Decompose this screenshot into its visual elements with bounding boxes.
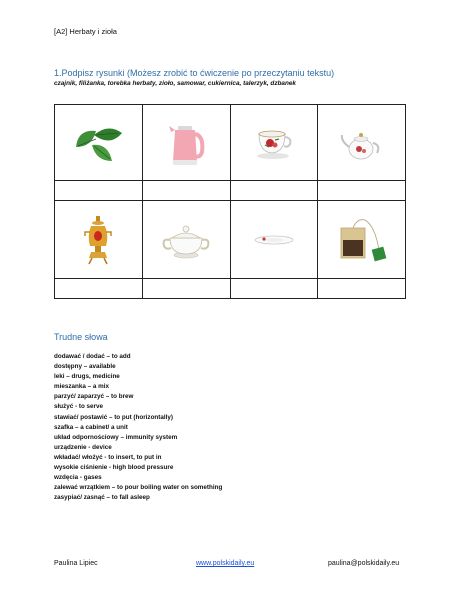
exercise-word-bank: czajnik, filiżanka, torebka herbaty, zioło, samowar, cukiernica, talerzyk, dzbanek [54,80,296,87]
picture-cell [55,201,143,279]
picture-cell [230,105,318,181]
vocab-item: zasypiać/ zasnąć – to fall asleep [54,494,150,502]
picture-cell [318,105,406,181]
answer-cell[interactable] [318,181,406,201]
exercise-heading: 1.Podpisz rysunki (Możesz zrobić to ćwiczenie po przeczytaniu tekstu) [54,68,335,78]
vocab-list [54,352,222,503]
answer-row [55,279,406,299]
sugar-bowl-icon [156,220,216,260]
samovar-icon [83,214,113,266]
answer-cell[interactable] [142,181,230,201]
saucer-icon [252,232,296,248]
picture-cell [318,201,406,279]
vocab-item: dostępny – available [54,363,116,371]
answer-cell[interactable] [55,181,143,201]
vocab-item: mieszanka – a mix [54,383,109,391]
picture-cell [142,201,230,279]
picture-cell [142,105,230,181]
picture-cell [55,105,143,181]
footer-email: paulina@polskidaily.eu [328,560,400,567]
vocab-item: stawiać/ postawić – to put (horizontally) [54,413,173,421]
teacup-icon [253,126,295,160]
vocab-item: szafka – a cabinet/ a unit [54,423,128,431]
leaves-icon [68,121,128,165]
answer-cell[interactable] [142,279,230,299]
vocab-item: wkładać/ włożyć - to insert, to put in [54,453,162,461]
teapot-icon [339,123,385,163]
picture-cell [230,201,318,279]
vocab-item: dodawać / dodać – to add [54,353,131,360]
answer-row [55,181,406,201]
vocab-item: parzyć/ zaparzyć – to brew [54,393,134,401]
vocab-item: układ odpornościowy – immunity system [54,433,178,441]
vocab-heading: Trudne słowa [54,332,108,342]
answer-cell[interactable] [55,279,143,299]
picture-row [55,105,406,181]
answer-cell[interactable] [318,279,406,299]
picture-row [55,201,406,279]
footer-website-link[interactable]: www.polskidaily.eu [196,560,255,567]
picture-table [54,104,406,299]
answer-cell[interactable] [230,279,318,299]
vocab-item: służyć - to serve [54,403,103,411]
vocab-item: zalewać wrzątkiem – to pour boiling water on something [54,484,223,492]
vocab-item: urządzenie - device [54,443,112,451]
answer-cell[interactable] [230,181,318,201]
kettle-icon [166,118,206,168]
vocab-item: wysokie ciśnienie - high blood pressure [54,464,174,472]
vocab-item: leki – drugs, medicine [54,373,120,381]
footer-author: Paulina Lipiec [54,560,98,567]
page-header: [A2] Herbaty i zioła [54,27,117,36]
vocab-item: wzdęcia - gases [54,474,102,482]
tea-bag-icon [335,214,389,266]
